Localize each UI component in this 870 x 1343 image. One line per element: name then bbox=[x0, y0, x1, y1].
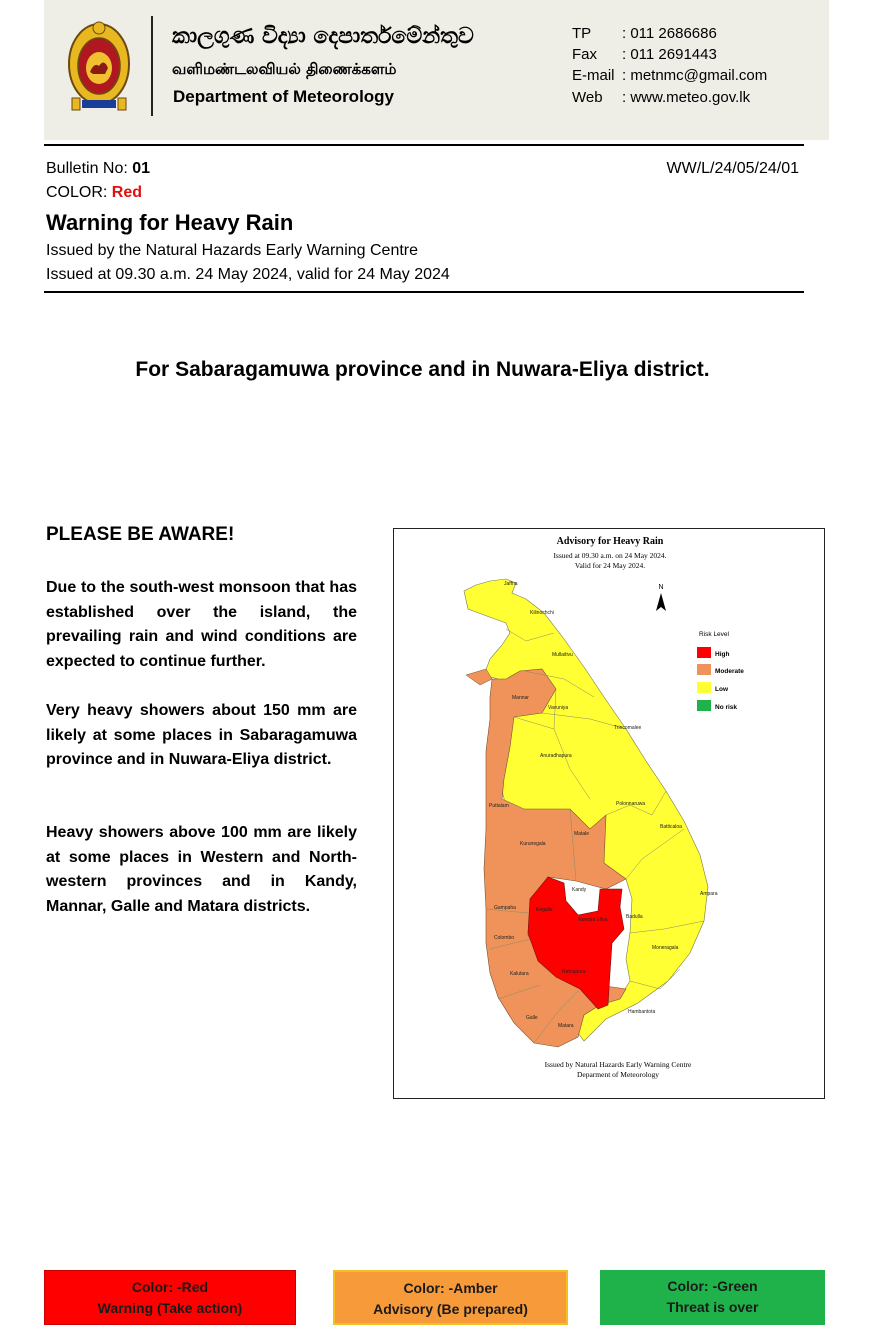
legend-green-threat-over: Color: -Green Threat is over bbox=[600, 1270, 825, 1325]
north-label: N bbox=[658, 584, 664, 591]
aware-heading: PLEASE BE AWARE! bbox=[46, 524, 235, 545]
issued-by: Issued by the Natural Hazards Early Warning Centre bbox=[46, 242, 419, 259]
map-valid: Valid for 24 May 2024. bbox=[574, 561, 646, 570]
advisory-map bbox=[393, 528, 825, 1099]
label-kalutara: Kalutara bbox=[510, 971, 529, 977]
label-ratnapura: Ratnapura bbox=[562, 969, 586, 975]
label-mannar: Mannar bbox=[512, 695, 529, 701]
top-rule bbox=[44, 144, 804, 146]
contact-email: E-mail : metnmc@gmail.com bbox=[572, 67, 768, 84]
label-mullaitivu: Mullaitivu bbox=[552, 652, 573, 658]
contact-web: Web : www.meteo.gov.lk bbox=[572, 89, 751, 106]
legend-swatch-moderate bbox=[697, 664, 711, 675]
paragraph-heavy: Heavy showers above 100 mm are likely at some places in Western and North-western provinces and in Kandy, Mannar, Galle and Matara districts. bbox=[46, 824, 357, 915]
contact-fax: Fax : 011 2691443 bbox=[572, 46, 717, 63]
label-batticaloa: Batticaloa bbox=[660, 824, 682, 830]
legend-amber-advisory: Color: -Amber Advisory (Be prepared) bbox=[333, 1270, 568, 1325]
map-footer-issuer: Issued by Natural Hazards Early Warning Centre bbox=[544, 1060, 692, 1069]
north-arrow-icon bbox=[656, 593, 666, 611]
label-galle: Galle bbox=[526, 1015, 538, 1021]
legend-swatch-low bbox=[697, 682, 711, 693]
legend-red-warning: Color: -Red Warning (Take action) bbox=[44, 1270, 296, 1325]
paragraph-very-heavy: Very heavy showers about 150 mm are likely at some places in Sabaragamuwa province and in Nuwara-Eliya district. bbox=[46, 702, 357, 768]
label-kilinochchi: Kilinochchi bbox=[530, 610, 554, 616]
legend-no-risk: No risk bbox=[715, 704, 738, 711]
department-name-english: Department of Meteorology bbox=[173, 87, 395, 106]
bulletin-reference: WW/L/24/05/24/01 bbox=[666, 160, 799, 177]
label-colombo: Colombo bbox=[494, 935, 515, 941]
label-nuwara-eliya: Nuwara Eliya bbox=[578, 917, 608, 923]
headline: For Sabaragamuwa province and in Nuwara-Eliya district. bbox=[135, 358, 710, 381]
label-kegalle: Kegalle bbox=[536, 907, 553, 913]
label-gampaha: Gampaha bbox=[494, 905, 516, 911]
legend-moderate: Moderate bbox=[715, 668, 744, 675]
label-hambantota: Hambantota bbox=[628, 1009, 656, 1015]
legend-swatch-no-risk bbox=[697, 700, 711, 711]
label-jaffna: Jaffna bbox=[504, 581, 518, 587]
header-divider bbox=[151, 16, 153, 116]
warning-title: Warning for Heavy Rain bbox=[46, 210, 294, 235]
label-ampara: Ampara bbox=[700, 891, 718, 897]
label-matara: Matara bbox=[558, 1023, 574, 1029]
issued-at: Issued at 09.30 a.m. 24 May 2024, valid for 24 May 2024 bbox=[46, 266, 450, 283]
legend-low: Low bbox=[715, 686, 728, 693]
contact-tp: TP : 011 2686686 bbox=[572, 25, 717, 42]
map-legend bbox=[697, 631, 744, 711]
label-kandy: Kandy bbox=[572, 887, 587, 893]
label-badulla: Badulla bbox=[626, 914, 643, 920]
department-name-sinhala: කාලගුණ විද්‍යා දෙපාර්තමේන්තුව bbox=[172, 24, 474, 49]
government-emblem-icon bbox=[64, 16, 134, 112]
label-kurunegala: Kurunegala bbox=[520, 841, 546, 847]
department-name-tamil: வளிமண்டலவியல் திணைக்களம் bbox=[172, 60, 397, 78]
map-issued: Issued at 09.30 a.m. on 24 May 2024. bbox=[553, 551, 667, 560]
legend-swatch-high bbox=[697, 647, 711, 658]
bulletin-color: COLOR: Red bbox=[46, 184, 143, 201]
label-trincomalee: Trincomalee bbox=[614, 725, 642, 731]
label-matale: Matale bbox=[574, 831, 590, 837]
label-puttalam: Puttalam bbox=[489, 803, 509, 809]
paragraph-monsoon: Due to the south-west monsoon that has established over the island, the prevailing rain and wind conditions are expected to continue further. bbox=[46, 579, 357, 670]
label-moneragala: Moneragala bbox=[652, 945, 679, 951]
label-vavuniya: Vavuniya bbox=[548, 705, 569, 711]
label-anuradhapura: Anuradhapura bbox=[540, 753, 572, 759]
legend-title: Risk Level bbox=[699, 631, 729, 638]
map-footer-department: Deparment of Meteorology bbox=[576, 1070, 660, 1079]
legend-high: High bbox=[715, 651, 730, 658]
bottom-rule bbox=[44, 291, 804, 293]
map-title: Advisory for Heavy Rain bbox=[556, 536, 664, 547]
label-polonnaruwa: Polonnaruwa bbox=[616, 801, 646, 807]
bulletin-number: Bulletin No: 01 bbox=[46, 160, 151, 177]
